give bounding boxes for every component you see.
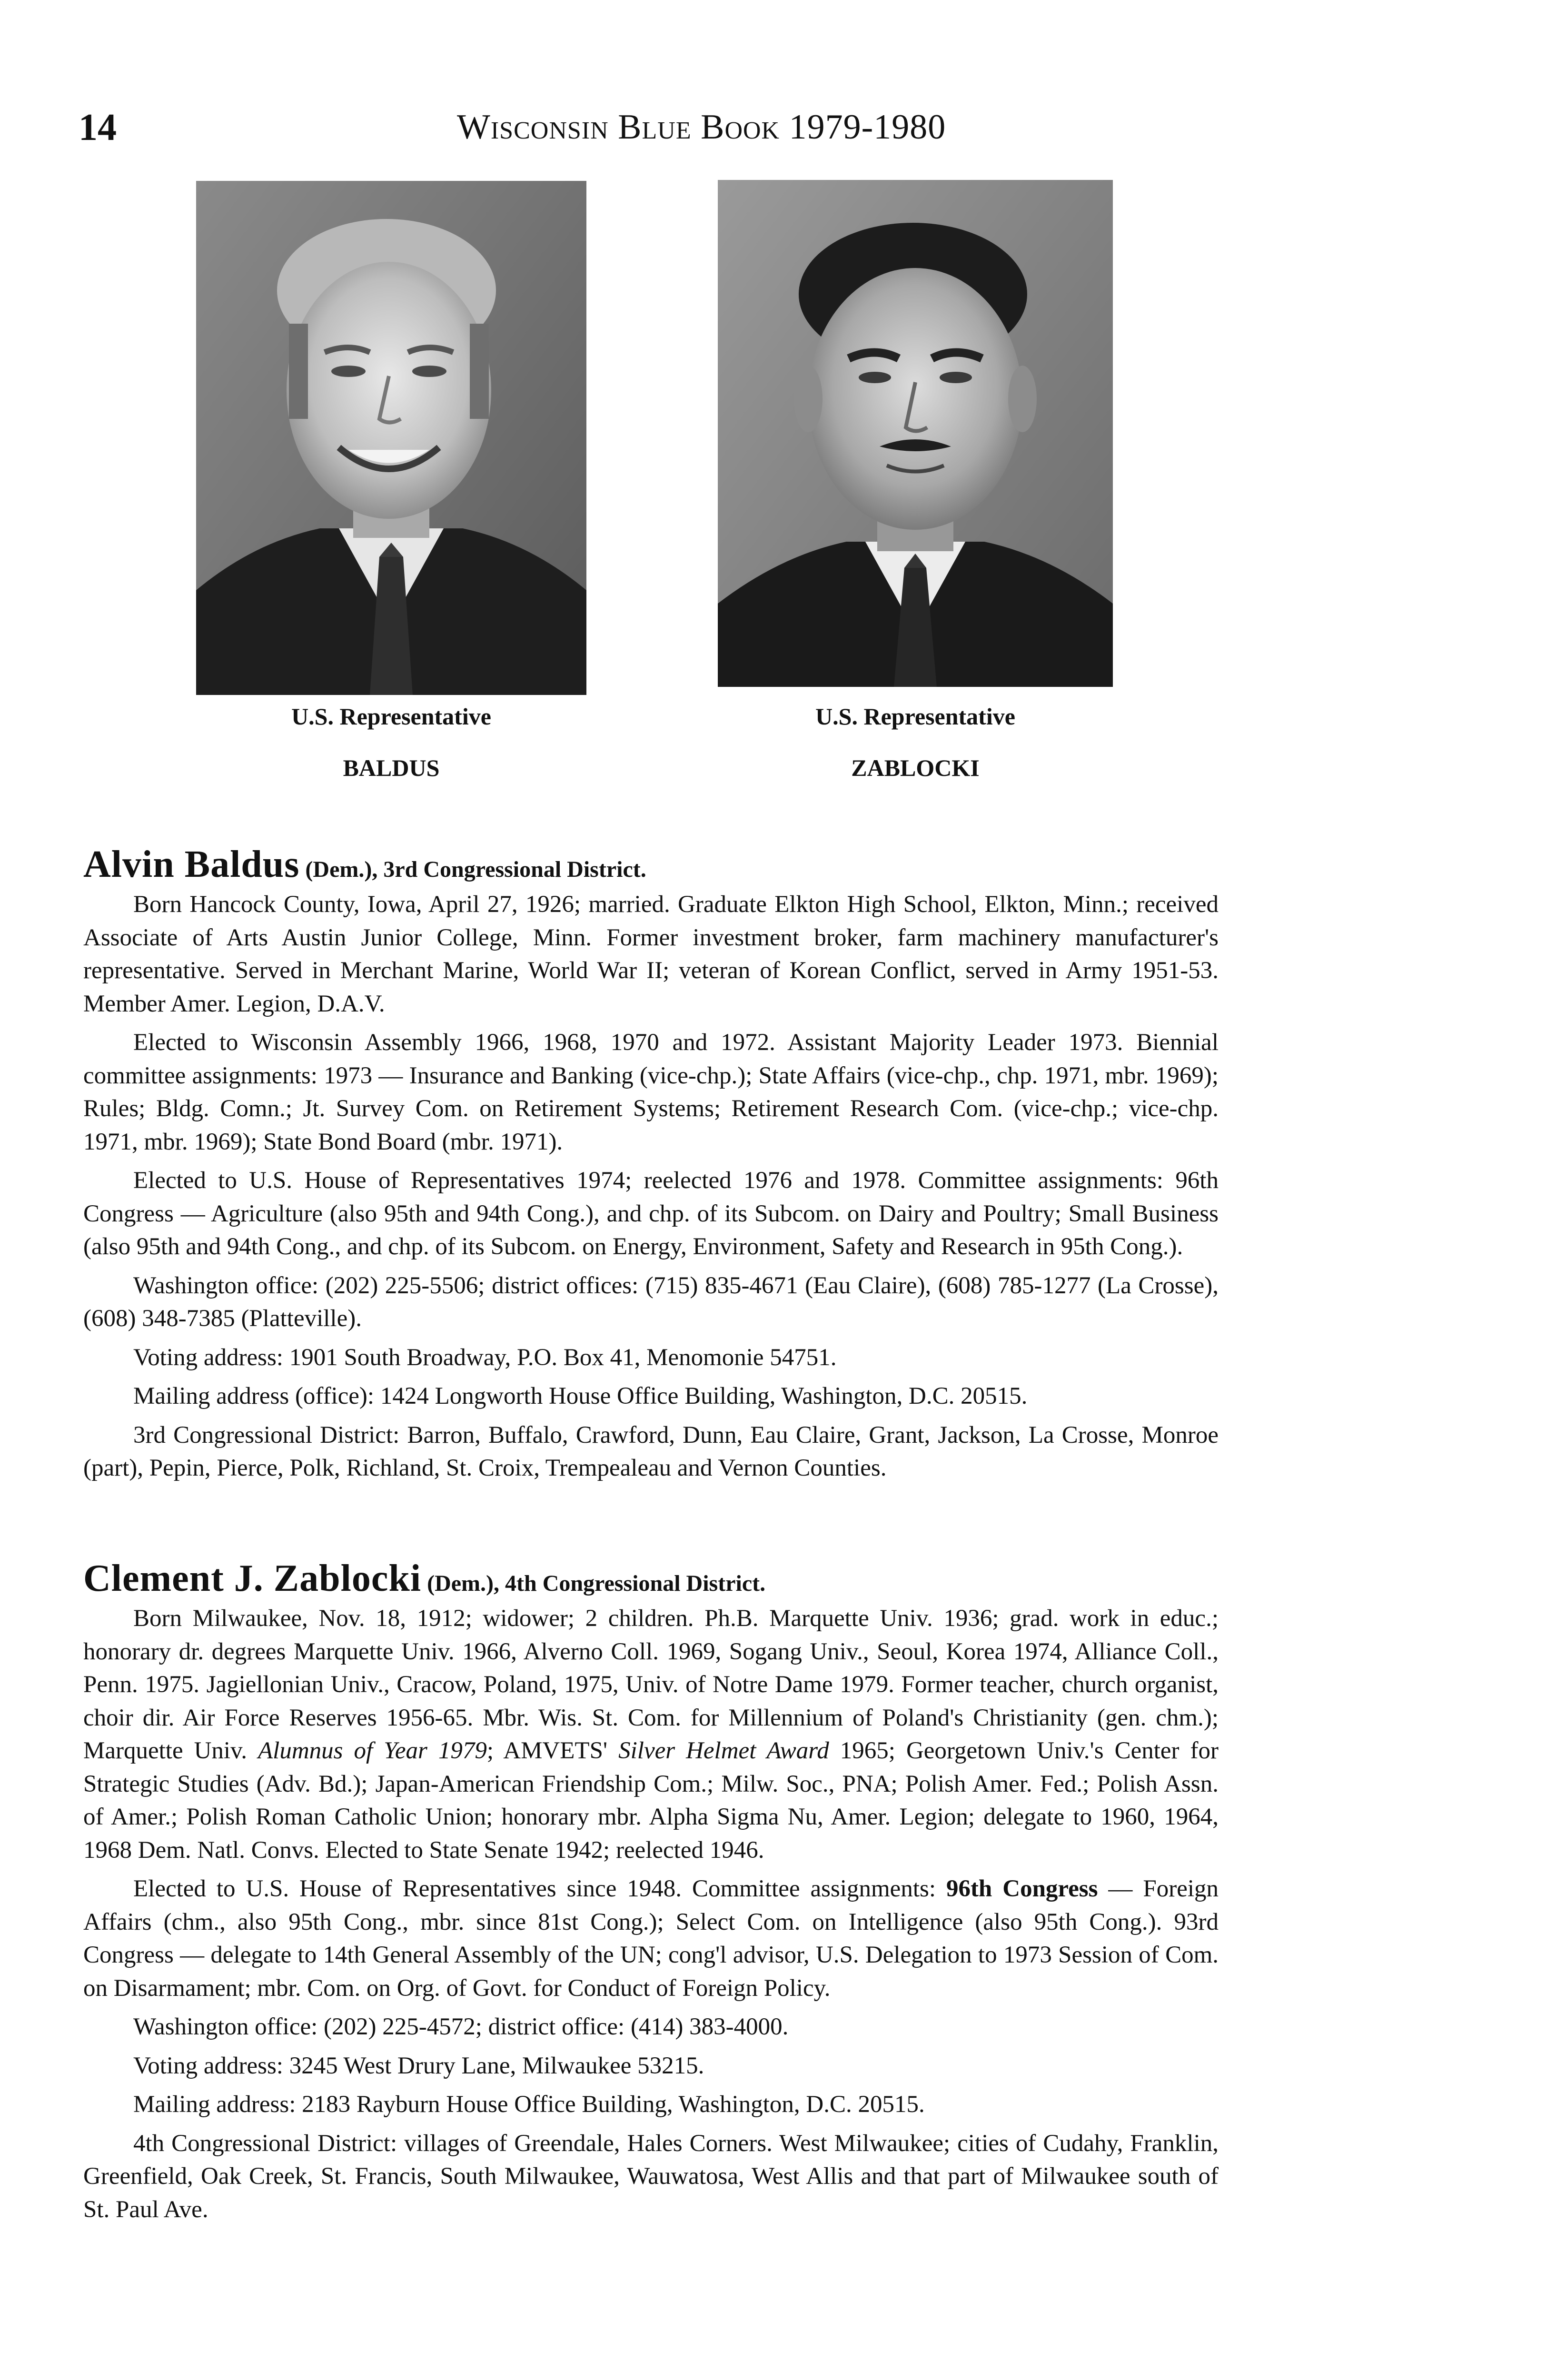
running-title xyxy=(457,109,946,145)
award-silver-helmet: Silver Helmet Award xyxy=(618,1737,829,1764)
bio-baldus-paragraph: 3rd Congressional District: Barron, Buffalo, Crawford, Dunn, Eau Claire, Grant, Jackson, La Crosse, Monroe (part), Pepin, Pierce, Polk, Richland, St. Croix, Trempealeau and Vernon Counties. xyxy=(83,1421,1219,1481)
bio-baldus-name: Alvin Baldus xyxy=(83,843,300,885)
bio-baldus-paragraph: Elected to Wisconsin Assembly 1966, 1968, 1970 and 1972. Assistant Majority Leader 1973. Biennial committee assignments: 1973 — Insurance and Banking (vice-chp.); State Affairs (vice-chp., chp. 1971, mbr. 1969); Rules; Bldg. Comn.; Jt. Survey Com. on Retirement Systems; Retirement Research Com. (vice-chp.; vice-chp. 1971, mbr. 1969); State Bond Board (mbr. 1971). xyxy=(83,1029,1219,1155)
bio-zablocki-p1-a: Born Milwaukee, Nov. 18, 1912; widower; 2 children. Ph.B. Marquette Univ. 1936; grad. work in educ.; honorary dr. degrees Marquette Univ. 1966, Alverno Coll. 1969, Sogang Univ., Seoul, Korea 1974, Alliance Coll., Penn. 1975. Jagiellonian Univ., Cracow, Poland, 1975, Univ. of Notre Dame 1979. Former teacher, church organist, choir dir. Air Force Reserves 1956-65. Mbr. Wis. St. Com. for Millennium of Poland's Christianity (gen. chm.); Marquette Univ. xyxy=(83,1605,1219,1764)
caption-baldus xyxy=(220,704,563,780)
bio-baldus-paragraph: Born Hancock County, Iowa, April 27, 1926; married. Graduate Elkton High School, Elkton, Minn.; received Associate of Arts Austin Junior College, Minn. Former investment broker, farm machinery manufacturer's representative. Served in Merchant Marine, World War II; veteran of Korean Conflict, served in Army 1951-53. Member Amer. Legion, D.A.V. xyxy=(83,891,1219,1017)
bio-baldus-party-district: (Dem.), 3rd Congressional District. xyxy=(299,857,646,882)
award-alumnus-of-year: Alumnus of Year 1979 xyxy=(258,1737,487,1764)
bio-baldus-paragraph: Washington office: (202) 225-5506; district offices: (715) 835-4671 (Eau Claire), (608) 785-1277 (La Crosse), (608) 348-7385 (Platteville). xyxy=(83,1272,1219,1332)
page-number: 14 xyxy=(79,107,117,149)
bio-zablocki-paragraph xyxy=(83,1873,1219,2005)
bio-zablocki-paragraph: Mailing address: 2183 Rayburn House Office Building, Washington, D.C. 20515. xyxy=(133,2091,925,2118)
caption-zablocki-name: ZABLOCKI xyxy=(851,754,980,781)
bio-baldus-paragraph: Mailing address (office): 1424 Longworth House Office Building, Washington, D.C. 20515. xyxy=(133,1383,1028,1409)
caption-baldus-name: BALDUS xyxy=(343,754,440,781)
bio-zablocki-p1-c: 1965; Georgetown Univ.'s Center for Strategic Studies (Adv. Bd.); Japan-American Friendship Com.; Milw. Soc., PNA; Polish Amer. Fed.; Polish Assn. of Amer.; Polish Roman Catholic Union; honorary mbr. Alpha Sigma Nu, Amer. Legion; delegate to 1960, 1964, 1968 Dem. Natl. Convs. Elected to State Senate 1942; reelected 1946. xyxy=(83,1737,1219,1864)
bio-baldus-heading xyxy=(83,843,1219,886)
caption-baldus-title: U.S. Representative xyxy=(291,703,491,730)
bio-zablocki-p2-b: — Foreign Affairs (chm., also 95th Cong., mbr. since 81st Cong.); Select Com. on Intelligence (also 95th Cong.). 93rd Congress — delegate to 14th General Assembly of the UN; cong'l advisor, U.S. Delegation to 1973 Session of Com. on Disarmament; mbr. Com. on Org. of Govt. for Conduct of Foreign Policy. xyxy=(83,1875,1219,2002)
bio-zablocki-name: Clement J. Zablocki xyxy=(83,1557,422,1599)
bio-zablocki xyxy=(83,1557,1219,2226)
bio-zablocki-paragraph: Voting address: 3245 West Drury Lane, Milwaukee 53215. xyxy=(133,2052,704,2079)
bio-baldus xyxy=(83,843,1219,1485)
bio-zablocki-heading xyxy=(83,1557,1219,1600)
bio-zablocki-p1-b: ; AMVETS' xyxy=(486,1737,619,1764)
portrait-baldus-photo xyxy=(196,181,586,695)
bio-baldus-paragraph: Voting address: 1901 South Broadway, P.O. Box 41, Menomonie 54751. xyxy=(133,1344,837,1371)
bio-zablocki-paragraph xyxy=(83,1602,1219,1867)
bio-zablocki-paragraph: 4th Congressional District: villages of Greendale, Hales Corners. West Milwaukee; cities of Cudahy, Franklin, Greenfield, Oak Creek, St. Francis, South Milwaukee, Wauwatosa, West Allis and that part of Milwaukee south of St. Paul Ave. xyxy=(83,2130,1219,2223)
bio-zablocki-paragraph: Washington office: (202) 225-4572; district office: (414) 383-4000. xyxy=(133,2013,789,2040)
running-title-text: Wisconsin Blue Book 1979-1980 xyxy=(457,108,946,147)
congress-96th-label: 96th Congress xyxy=(946,1875,1098,1902)
bio-zablocki-party-district: (Dem.), 4th Congressional District. xyxy=(421,1571,766,1596)
portrait-baldus-illustration xyxy=(196,181,586,695)
bio-zablocki-p2-a: Elected to U.S. House of Representatives since 1948. Committee assignments: xyxy=(133,1875,946,1902)
caption-zablocki xyxy=(744,704,1087,780)
portrait-zablocki-illustration xyxy=(718,180,1113,687)
portrait-zablocki-photo xyxy=(718,180,1113,687)
caption-zablocki-title: U.S. Representative xyxy=(815,703,1015,730)
bio-baldus-paragraph: Elected to U.S. House of Representatives 1974; reelected 1976 and 1978. Committee assignments: 96th Congress — Agriculture (also 95th and 94th Cong.), and chp. of its Subcom. on Dairy and Poultry; Small Business (also 95th and 94th Cong., and chp. of its Subcom. on Energy, Environment, Safety and Research in 95th Cong.). xyxy=(83,1167,1219,1260)
